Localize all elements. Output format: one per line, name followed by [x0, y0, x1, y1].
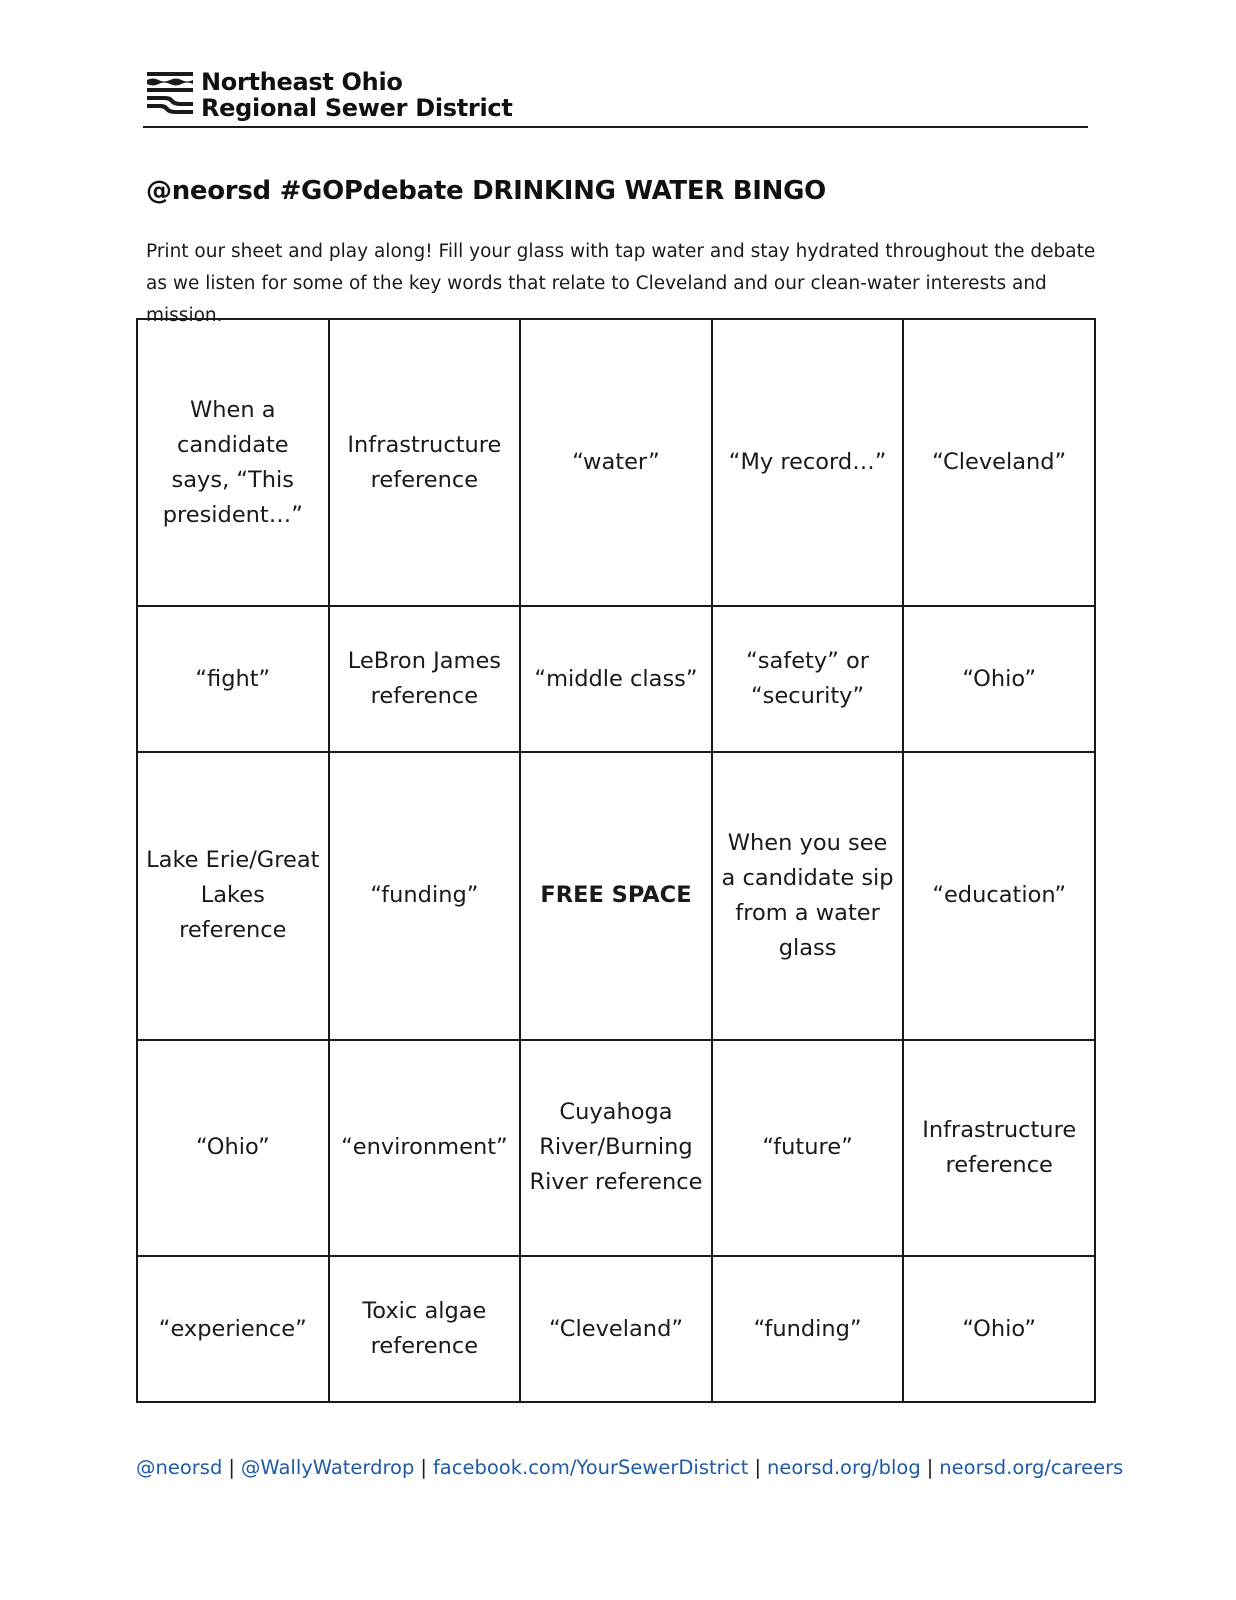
bingo-cell: “safety” or “security” — [712, 606, 904, 752]
bingo-cell: “Cleveland” — [520, 1256, 712, 1402]
bingo-cell: “Ohio” — [137, 1040, 329, 1257]
footer-separator: | — [228, 1456, 235, 1479]
footer-link-facebook[interactable]: facebook.com/YourSewerDistrict — [432, 1456, 749, 1479]
bingo-cell: “funding” — [329, 752, 521, 1039]
bingo-row — [137, 1256, 1095, 1402]
footer-link-blog[interactable]: neorsd.org/blog — [767, 1456, 921, 1479]
letterhead — [143, 66, 1088, 128]
bingo-cell: “Ohio” — [903, 606, 1095, 752]
bingo-cell: “Ohio” — [903, 1256, 1095, 1402]
bingo-cell: Cuyahoga River/Burning River reference — [520, 1040, 712, 1257]
bingo-cell: “environment” — [329, 1040, 521, 1257]
bingo-row — [137, 606, 1095, 752]
footer-link-twitter-wally[interactable]: @WallyWaterdrop — [240, 1456, 415, 1479]
bingo-cell: Infrastructure reference — [329, 319, 521, 606]
intro-paragraph: Print our sheet and play along! Fill your glass with tap water and stay hydrated throughout the debate as we listen for some of the key words that relate to Cleveland and our clean-water interests and mission. — [146, 241, 1096, 326]
organization-name-line-2: Regional Sewer District — [201, 94, 513, 122]
bingo-cell: When you see a candidate sip from a water glass — [712, 752, 904, 1039]
bingo-cell: “experience” — [137, 1256, 329, 1402]
page-title: @neorsd #GOPdebate DRINKING WATER BINGO — [146, 176, 826, 206]
bingo-cell: “fight” — [137, 606, 329, 752]
footer-link-careers[interactable]: neorsd.org/careers — [939, 1456, 1124, 1479]
bingo-free-space: FREE SPACE — [520, 752, 712, 1039]
footer-separator: | — [754, 1456, 762, 1479]
organization-name — [201, 69, 513, 121]
bingo-cell: “education” — [903, 752, 1095, 1039]
bingo-cell: “funding” — [712, 1256, 904, 1402]
wave-logo-icon — [147, 72, 193, 116]
bingo-row — [137, 1040, 1095, 1257]
bingo-cell: Lake Erie/Great Lakes reference — [137, 752, 329, 1039]
footer-separator: | — [926, 1456, 934, 1479]
bingo-cell: “water” — [520, 319, 712, 606]
bingo-cell: LeBron James reference — [329, 606, 521, 752]
bingo-row — [137, 319, 1095, 606]
bingo-cell: “middle class” — [520, 606, 712, 752]
bingo-cell: When a candidate says, “This president…” — [137, 319, 329, 606]
bingo-card — [136, 318, 1096, 1403]
organization-name-line-1: Northeast Ohio — [201, 68, 403, 96]
footer-link-twitter-neorsd[interactable]: @neorsd — [136, 1456, 223, 1479]
footer-separator: | — [420, 1456, 427, 1479]
bingo-cell: “future” — [712, 1040, 904, 1257]
bingo-cell: “Cleveland” — [903, 319, 1095, 606]
bingo-cell: Infrastructure reference — [903, 1040, 1095, 1257]
bingo-row — [137, 752, 1095, 1039]
footer-links — [136, 1456, 1124, 1479]
bingo-cell: “My record…” — [712, 319, 904, 606]
bingo-cell: Toxic algae reference — [329, 1256, 521, 1402]
